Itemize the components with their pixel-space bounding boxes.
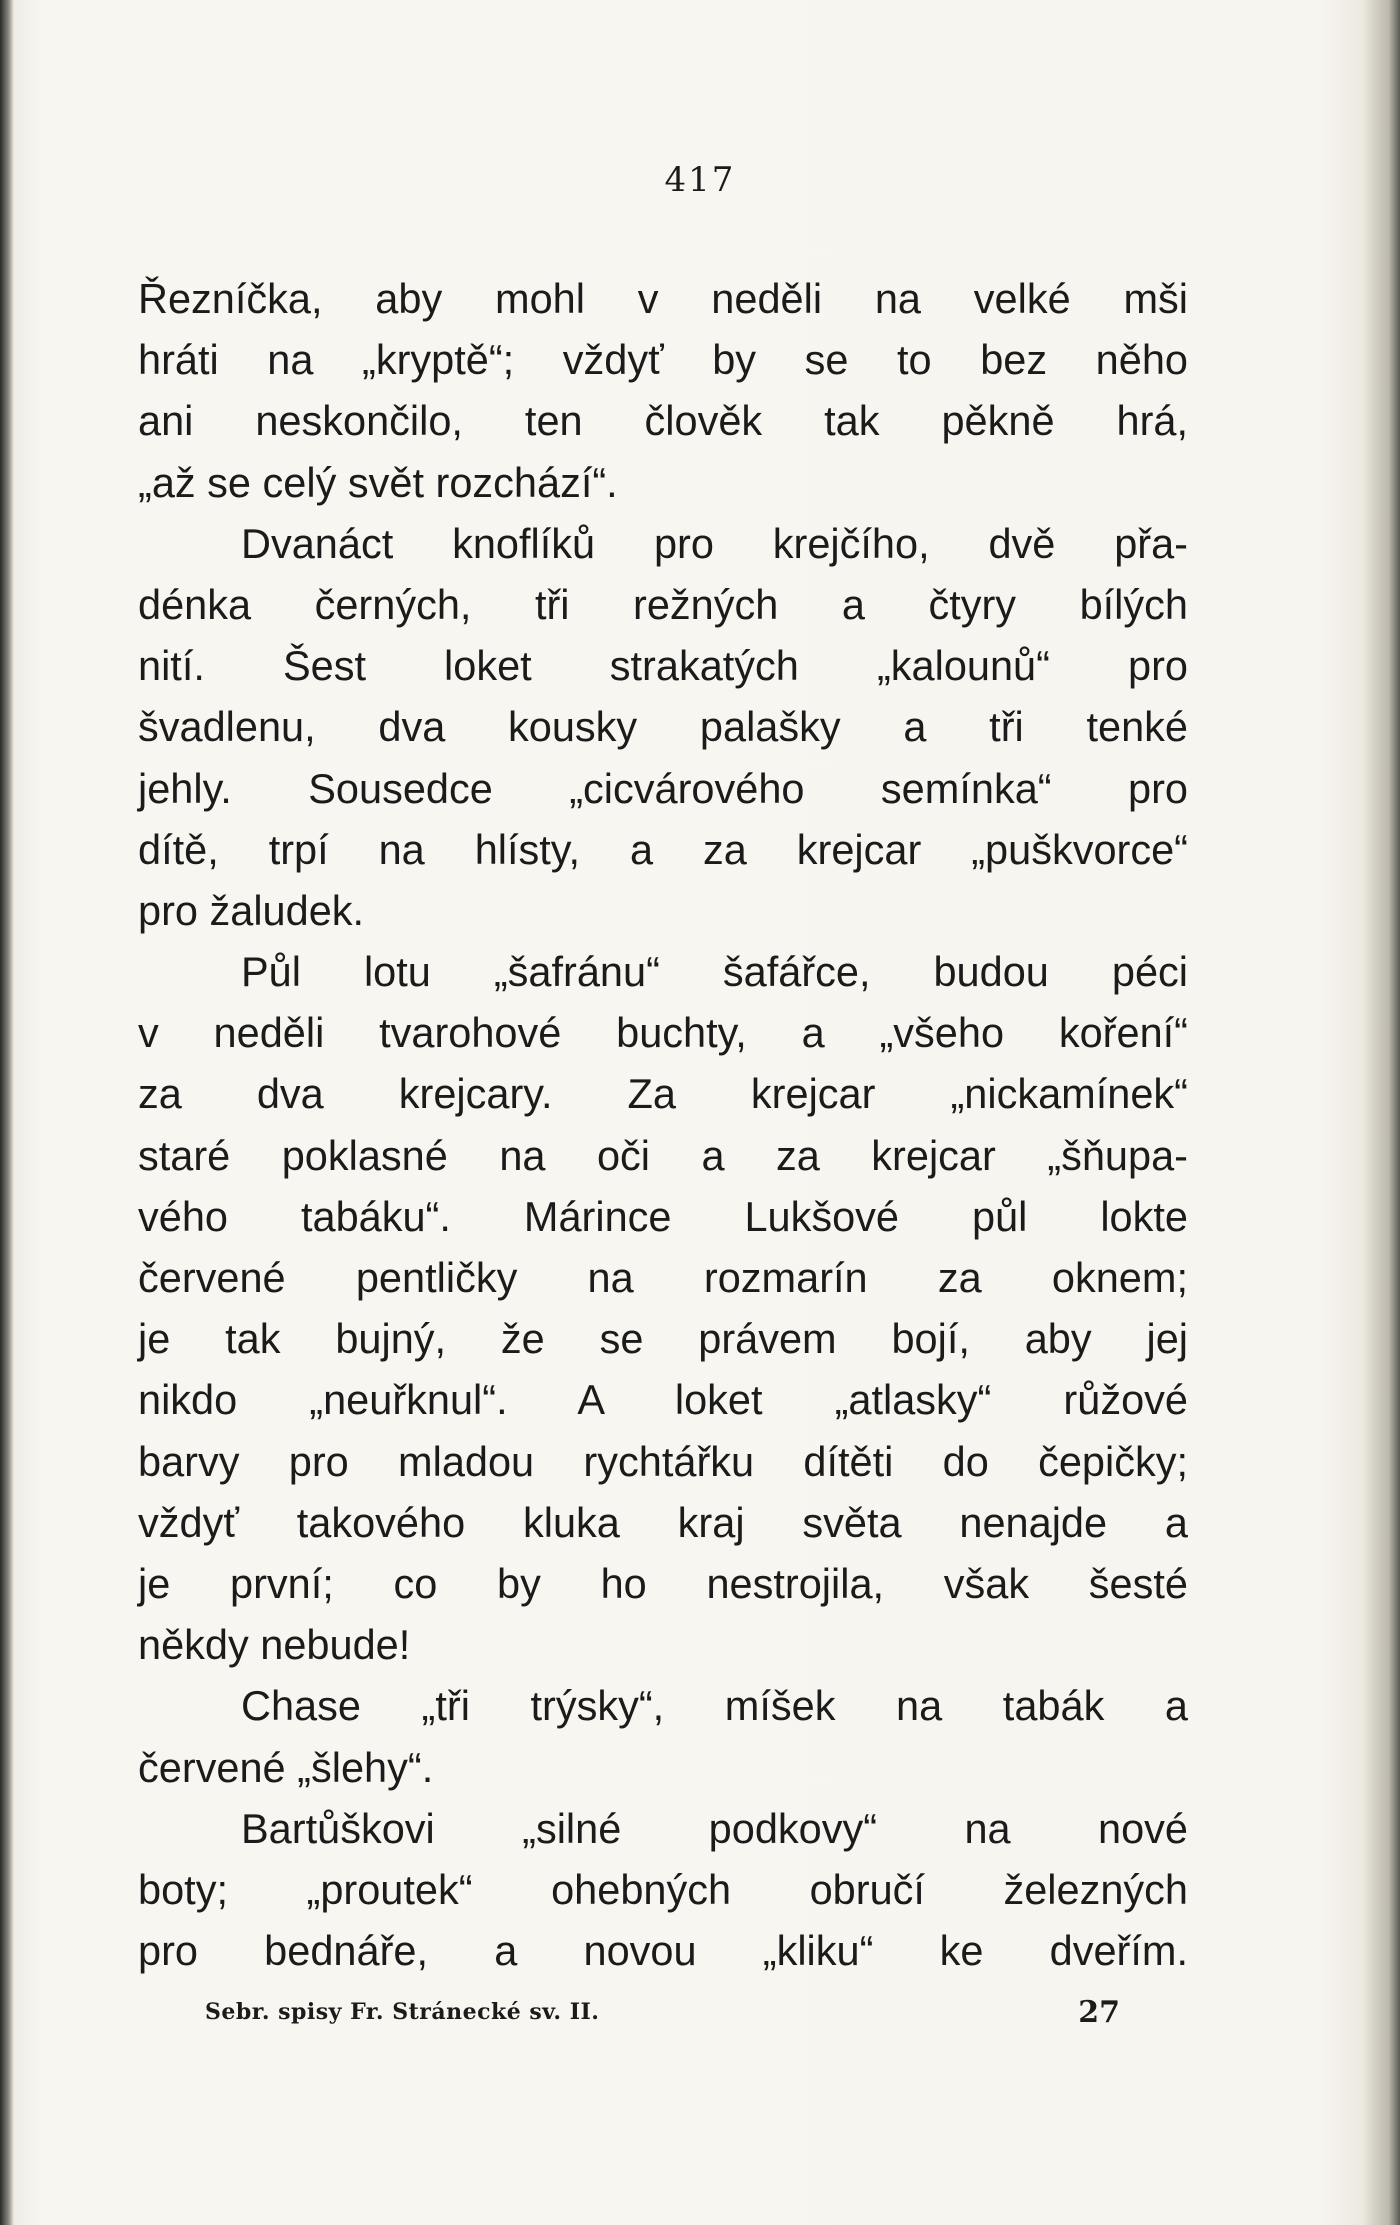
text-line: někdy nebude!: [138, 1621, 411, 1669]
text-line: za dva krejcary. Za krejcar „nickamínek“: [138, 1070, 1188, 1118]
text-line: Chase „tři trýsky“, míšek na tabák a: [241, 1682, 1188, 1730]
text-line: ani neskončilo, ten člověk tak pěkně hrá,: [138, 397, 1188, 445]
text-line: Dvanáct knoflíků pro krejčího, dvě přa-: [241, 519, 1188, 567]
text-line: „až se celý svět rozchází“.: [138, 458, 618, 506]
page-edge: [1362, 0, 1400, 2225]
text-line: nikdo „neuřknul“. A loket „atlasky“ růžové: [138, 1376, 1188, 1424]
text-line: jehly. Sousedce „cicvárového semínka“ pro: [138, 764, 1188, 812]
text-line: pro žaludek.: [138, 886, 365, 934]
text-line: Bartůškovi „silné podkovy“ na nové: [241, 1804, 1188, 1852]
text-line: boty; „proutek“ ohebných obručí železných: [138, 1865, 1188, 1913]
text-line: nití. Šest loket strakatých „kalounů“ pro: [138, 642, 1188, 690]
sheet-number: 27: [1078, 1995, 1120, 2030]
page-footer: [205, 1995, 1120, 2035]
text-line: červené „šlehy“.: [138, 1743, 434, 1791]
text-line: dénka černých, tři režných a čtyry bílých: [138, 580, 1188, 628]
signature-mark: Sebr. spisy Fr. Stránecké sv. II.: [205, 1999, 600, 2025]
text-line: vždyť takového kluka kraj světa nenajde a: [138, 1498, 1188, 1546]
body-text: [138, 268, 1188, 1981]
text-line: pro bednáře, a novou „kliku“ ke dveřím.: [138, 1927, 1188, 1975]
text-line: je první; co by ho nestrojila, však šesté: [138, 1559, 1188, 1607]
text-line: hráti na „kryptě“; vždyť by se to bez něho: [138, 336, 1188, 384]
spine-shadow: [0, 0, 14, 2225]
text-line: staré poklasné na oči a za krejcar „šňupa-: [138, 1131, 1188, 1179]
page-number: 417: [664, 160, 736, 200]
text-line: Řezníčka, aby mohl v neděli na velké mši: [138, 275, 1188, 322]
text-line: červené pentličky na rozmarín za oknem;: [138, 1254, 1188, 1301]
text-line: v neděli tvarohové buchty, a „všeho koření“: [138, 1009, 1188, 1057]
text-line: vého tabáku“. Márince Lukšové půl lokte: [138, 1192, 1188, 1240]
text-line: švadlenu, dva kousky palašky a tři tenké: [138, 703, 1188, 751]
text-line: je tak bujný, že se právem bojí, aby jej: [138, 1315, 1188, 1363]
text-line: Půl lotu „šafránu“ šafářce, budou péci: [241, 948, 1188, 996]
text-line: dítě, trpí na hlísty, a za krejcar „puškvorce“: [138, 825, 1188, 873]
text-line: barvy pro mladou rychtářku dítěti do čepičky;: [138, 1437, 1188, 1485]
